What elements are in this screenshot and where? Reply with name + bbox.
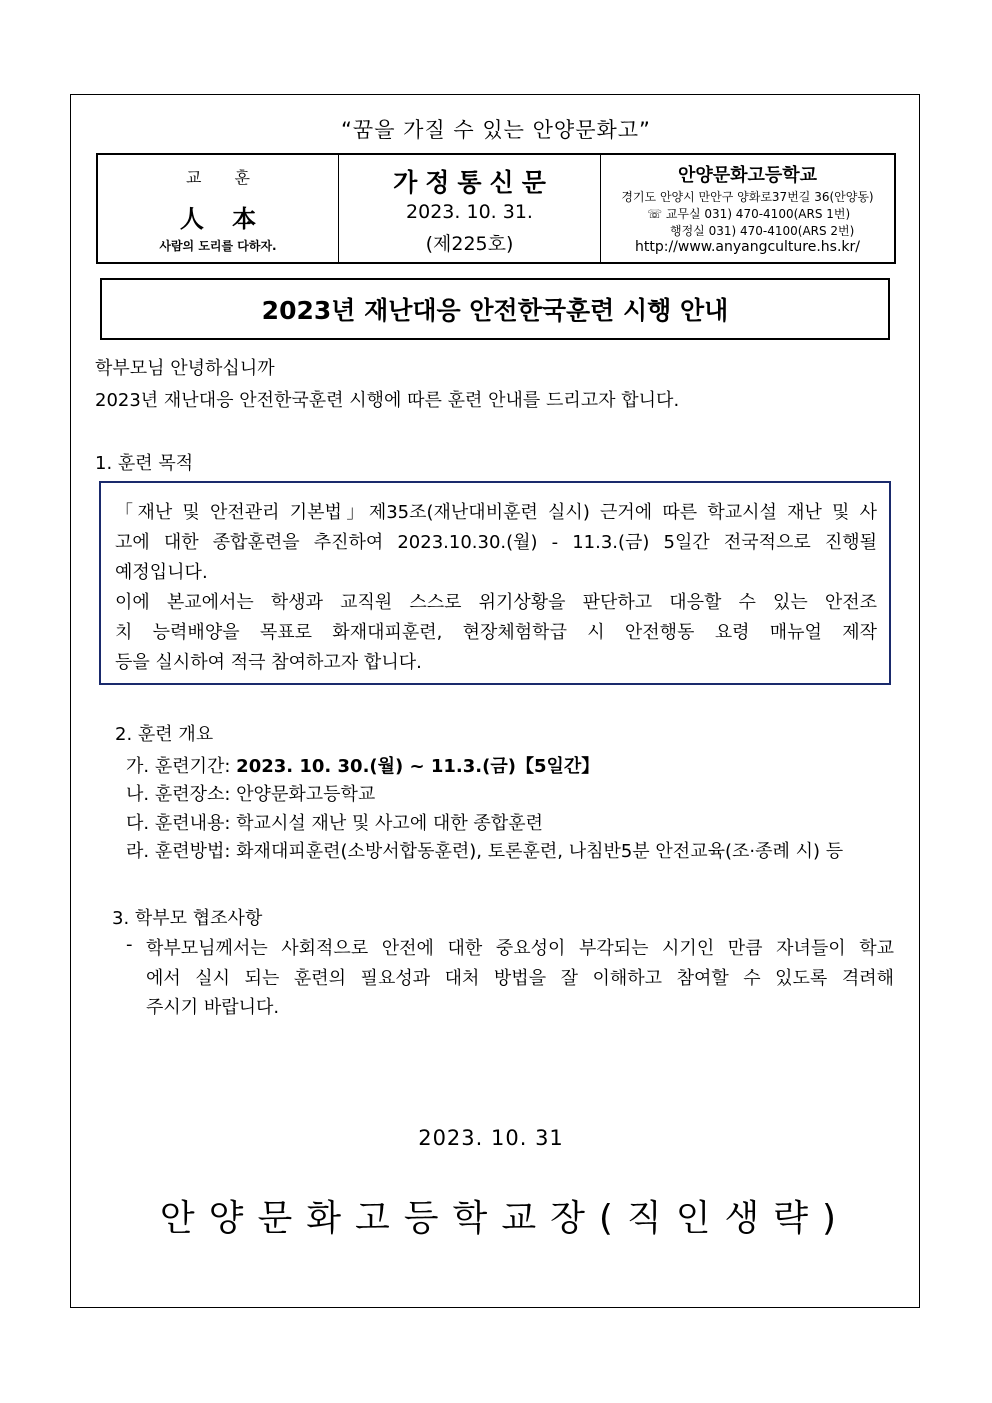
intro-text: 2023년 재난대응 안전한국훈련 시행에 따른 훈련 안내를 드리고자 합니다. <box>95 390 680 411</box>
document-title: 2023년 재난대응 안전한국훈련 시행 안내 <box>100 278 890 340</box>
newsletter-cell <box>339 155 601 262</box>
training-period-label: 가. 훈련기간: <box>126 756 237 777</box>
school-tel-admin: 행정실 031) 470-4100(ARS 2번) <box>670 224 855 238</box>
motto-subtitle: 사람의 도리를 다하자. <box>159 239 277 253</box>
section1-heading: 1. 훈련 목적 <box>95 453 194 474</box>
newsletter-issue: (제225호) <box>425 233 514 255</box>
school-address: 경기도 안양시 만안구 양화로37번길 36(안양동) <box>621 190 874 204</box>
purpose-line: 예정입니다. <box>115 562 208 583</box>
school-name: 안양문화고등학교 <box>677 165 818 186</box>
greeting: 학부모님 안녕하십니까 <box>95 358 275 379</box>
school-slogan: “꿈을 가질 수 있는 안양문화고” <box>341 118 651 142</box>
purpose-line: 「재난 및 안전관리 기본법」제35조(재난대비훈련 실시) 근거에 따른 학교시설 재난 및 사 <box>115 502 877 523</box>
motto-label: 교 훈 <box>186 168 264 187</box>
school-info-cell <box>601 155 894 262</box>
motto-cell <box>98 155 339 262</box>
motto: 人 本 <box>179 204 267 233</box>
training-place: 나. 훈련장소: 안양문화고등학교 <box>126 784 376 805</box>
purpose-line: 등을 실시하여 적극 참여하고자 합니다. <box>115 652 422 673</box>
purpose-box <box>99 481 891 685</box>
training-content: 다. 훈련내용: 학교시설 재난 및 사고에 대한 종합훈련 <box>126 813 543 834</box>
signature-date: 2023. 10. 31 <box>418 1126 564 1150</box>
cooperation-line: 학부모님께서는 사회적으로 안전에 대한 중요성이 부각되는 시기인 만큼 자녀들이 학교 <box>146 938 894 959</box>
training-period-value: 2023. 10. 30.(월) ~ 11.3.(금)【5일간】 <box>236 756 600 777</box>
section3-heading: 3. 학부모 협조사항 <box>112 908 263 929</box>
section2-heading: 2. 훈련 개요 <box>115 724 214 745</box>
training-method: 라. 훈련방법: 화재대피훈련(소방서합동훈련), 토론훈련, 나침반5분 안전교육(조·종례 시) 등 <box>126 841 844 862</box>
newsletter-date: 2023. 10. 31. <box>406 201 533 223</box>
purpose-line: 치 능력배양을 목표로 화재대피훈련, 현장체험학급 시 안전행동 요령 매뉴얼 제작 <box>115 622 877 643</box>
purpose-line: 고에 대한 종합훈련을 추진하여 2023.10.30.(월) - 11.3.(금) 5일간 전국적으로 진행될 <box>115 532 877 553</box>
training-period <box>126 752 599 778</box>
list-dash: - <box>126 934 133 955</box>
purpose-line: 이에 본교에서는 학생과 교직원 스스로 위기상황을 판단하고 대응할 수 있는 안전조 <box>115 592 877 613</box>
school-tel-office: ☏ 교무실 031) 470-4100(ARS 1번) <box>647 207 851 221</box>
newsletter-title: 가정통신문 <box>393 168 554 197</box>
cooperation-line: 주시기 바랍니다. <box>146 997 280 1018</box>
newsletter-header <box>96 153 896 264</box>
principal-signature: 안양문화고등학교장(직인생략) <box>159 1198 851 1239</box>
cooperation-line: 에서 실시 되는 훈련의 필요성과 대처 방법을 잘 이해하고 참여할 수 있도록 격려해 <box>146 968 894 989</box>
school-url[interactable]: http://www.anyangculture.hs.kr/ <box>634 239 860 255</box>
